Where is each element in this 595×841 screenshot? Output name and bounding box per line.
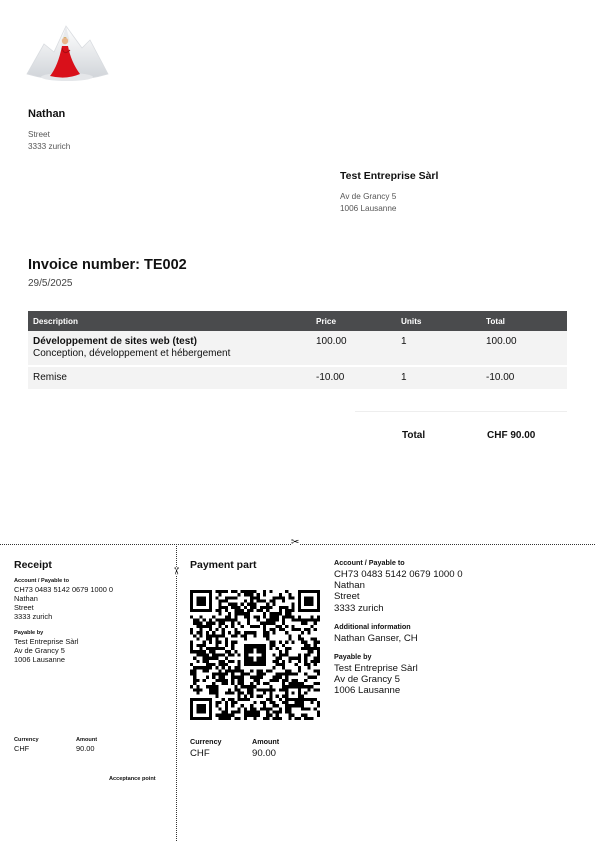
- table-header-row: [28, 311, 567, 331]
- scissors-icon: ✂: [291, 537, 300, 548]
- receipt-creditor-name: Nathan: [14, 594, 38, 603]
- item-title: Développement de sites web (test): [33, 336, 197, 347]
- total-label: Total: [402, 430, 426, 441]
- receipt-account: [14, 578, 169, 621]
- payment-account-label: Account / Payable to: [334, 558, 405, 567]
- invoice-items-table: [28, 311, 567, 389]
- header-units: Units: [396, 311, 481, 331]
- item-price: 100.00: [311, 331, 396, 366]
- sender-city: 3333 zurich: [28, 142, 71, 151]
- item-units: 1: [396, 366, 481, 389]
- total-value: CHF 90.00: [487, 430, 536, 441]
- item-units: 1: [396, 331, 481, 366]
- receipt-iban: CH73 0483 5142 0679 1000 0: [14, 585, 114, 594]
- receipt-payable-by-label: Payable by: [14, 630, 44, 636]
- payment-creditor-street: Street: [334, 591, 360, 603]
- sender-street: Street: [28, 130, 50, 139]
- receipt-debtor-city: 1006 Lausanne: [14, 655, 65, 664]
- company-logo-icon: [24, 22, 110, 84]
- sender-name: Nathan: [28, 108, 66, 120]
- payment-currency: CHF: [190, 748, 210, 759]
- payment-amount-label: Amount: [252, 737, 280, 746]
- header-description: Description: [28, 311, 311, 331]
- payment-currency-label: Currency: [190, 737, 222, 746]
- acceptance-point-label: Acceptance point: [109, 776, 156, 782]
- payment-creditor-city: 3333 zurich: [334, 602, 384, 614]
- invoice-title: Invoice number: TE002: [28, 257, 187, 273]
- qr-receipt-section: [14, 559, 169, 673]
- header-price: Price: [311, 311, 396, 331]
- recipient-city: 1006 Lausanne: [340, 204, 397, 213]
- receipt-title: Receipt: [14, 559, 52, 571]
- payment-iban: CH73 0483 5142 0679 1000 0: [334, 569, 463, 580]
- payment-additional-info: Nathan Ganser, CH: [334, 632, 418, 644]
- sender-address: [28, 108, 70, 153]
- payment-debtor-name: Test Entreprise Sàrl: [334, 663, 418, 675]
- item-description: Remise: [28, 366, 311, 389]
- header-total: Total: [481, 311, 567, 331]
- receipt-debtor-name: Test Entreprise Sàrl: [14, 637, 79, 646]
- receipt-currency-label: Currency: [14, 737, 39, 743]
- recipient-address: [340, 170, 438, 215]
- receipt-debtor-street: Av de Grancy 5: [14, 646, 65, 655]
- receipt-creditor-street: Street: [14, 603, 34, 612]
- receipt-payable-by: [14, 630, 169, 664]
- payment-title: Payment part: [190, 559, 257, 571]
- payment-additional: [334, 622, 584, 644]
- receipt-amount: 90.00: [76, 744, 95, 753]
- payment-additional-label: Additional information: [334, 621, 411, 631]
- table-row: [28, 331, 567, 366]
- payment-info: [334, 558, 584, 705]
- payment-part-section: [190, 559, 257, 571]
- payment-amount: 90.00: [252, 748, 277, 759]
- payment-account: [334, 558, 584, 614]
- receipt-amount-label: Amount: [76, 737, 98, 743]
- receipt-account-label: Account / Payable to: [14, 578, 70, 584]
- scissors-icon: ✂: [170, 566, 182, 576]
- invoice-date: 29/5/2025: [28, 278, 73, 289]
- vertical-cut-line: [176, 544, 177, 841]
- item-total: -10.00: [481, 366, 567, 389]
- payment-creditor-name: Nathan: [334, 580, 365, 592]
- item-subtitle: Conception, développement et hébergement: [33, 348, 231, 359]
- qr-code-icon: [190, 590, 320, 720]
- table-row: [28, 366, 567, 389]
- payment-payable-by-label: Payable by: [334, 652, 372, 662]
- recipient-name: Test Entreprise Sàrl: [340, 170, 439, 182]
- item-description: [28, 331, 311, 366]
- payment-debtor-street: Av de Grancy 5: [334, 674, 400, 686]
- total-divider: [355, 411, 567, 412]
- receipt-creditor-city: 3333 zurich: [14, 612, 53, 621]
- payment-debtor-city: 1006 Lausanne: [334, 685, 401, 697]
- item-total: 100.00: [481, 331, 567, 366]
- recipient-street: Av de Grancy 5: [340, 192, 397, 201]
- receipt-currency: CHF: [14, 744, 30, 753]
- item-price: -10.00: [311, 366, 396, 389]
- payment-payable-by: [334, 652, 584, 697]
